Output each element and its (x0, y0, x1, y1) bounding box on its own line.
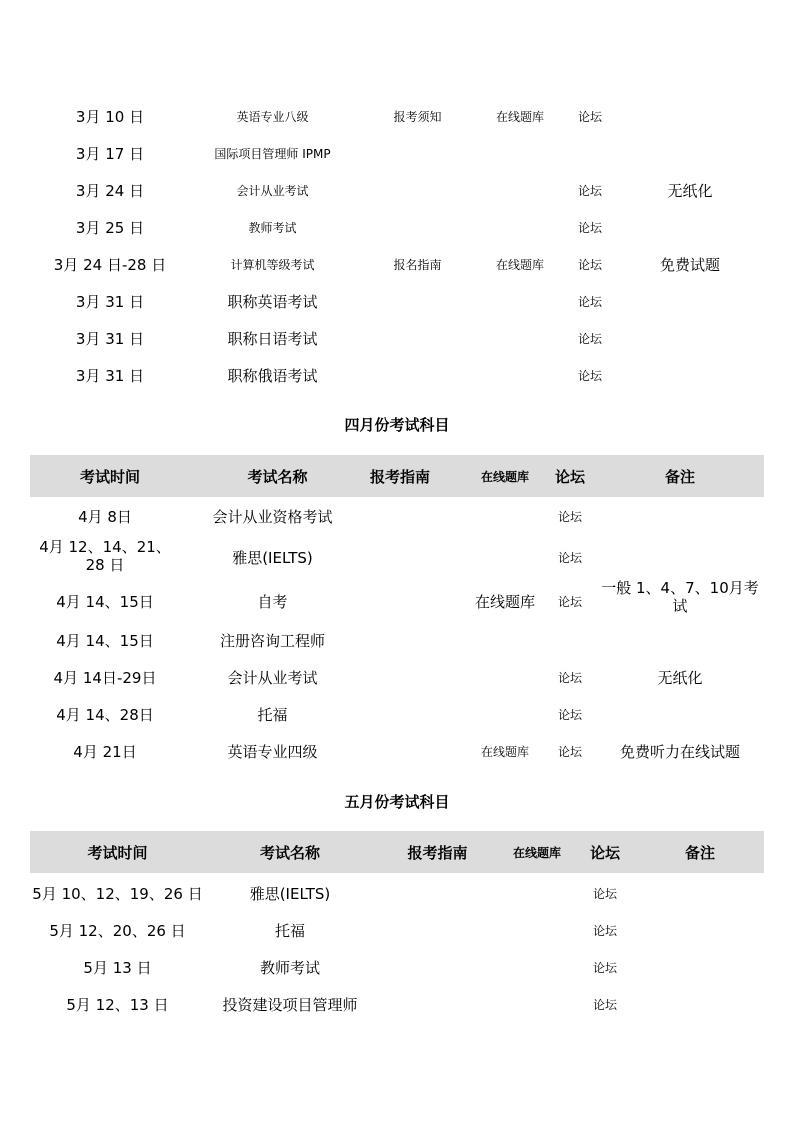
exam-name[interactable]: 注册咨询工程师 (219, 632, 325, 650)
exam-date: 4月 14、15日 (56, 593, 154, 611)
header-note: 备注 (684, 844, 715, 862)
exam-name[interactable]: 国际项目管理师 IPMP (214, 147, 331, 161)
exam-date: 3月 24 日-28 日 (53, 256, 167, 274)
remark: 无纸化 (657, 669, 703, 687)
remark: 无纸化 (667, 182, 713, 200)
exam-name[interactable]: 职称俄语考试 (227, 367, 318, 385)
forum-link[interactable]: 论坛 (557, 671, 582, 685)
forum-link[interactable]: 论坛 (577, 295, 602, 309)
question-bank-link[interactable]: 在线题库 (480, 745, 529, 759)
exam-date: 5月 12、13 日 (66, 996, 169, 1014)
forum-link[interactable]: 论坛 (592, 961, 617, 975)
exam-name[interactable]: 会计从业考试 (236, 184, 309, 198)
question-bank-link[interactable]: 在线题库 (495, 258, 544, 272)
header-note: 备注 (664, 468, 695, 486)
header-date: 考试时间 (87, 844, 148, 862)
forum-link[interactable]: 论坛 (557, 510, 582, 524)
exam-date: 5月 13 日 (83, 959, 152, 977)
header-date: 考试时间 (79, 468, 140, 486)
exam-date: 3月 17 日 (75, 145, 145, 163)
exam-date: 4月 8日 (78, 508, 132, 526)
exam-name[interactable]: 英语专业八级 (236, 110, 309, 124)
exam-date: 4月 14、15日 (56, 632, 154, 650)
exam-name[interactable]: 托福 (257, 706, 288, 724)
forum-link[interactable]: 论坛 (577, 258, 602, 272)
exam-date: 3月 31 日 (75, 293, 145, 311)
forum-link[interactable]: 论坛 (557, 551, 582, 565)
may-section-title: 五月份考试科目 (344, 793, 450, 811)
exam-date: 3月 31 日 (75, 367, 145, 385)
exam-name[interactable]: 投资建设项目管理师 (222, 996, 358, 1014)
forum-link[interactable]: 论坛 (592, 887, 617, 901)
forum-link[interactable]: 论坛 (577, 184, 602, 198)
guide-link[interactable]: 报考须知 (393, 110, 442, 124)
exam-name[interactable]: 雅思(IELTS) (249, 885, 331, 903)
question-bank-link[interactable]: 在线题库 (495, 110, 544, 124)
forum-link[interactable]: 论坛 (577, 110, 602, 124)
exam-name[interactable]: 自考 (257, 593, 288, 611)
exam-name[interactable]: 计算机等级考试 (230, 258, 315, 272)
exam-date: 4月 12、14、21、28 日 (39, 538, 171, 574)
exam-date: 3月 25 日 (75, 219, 145, 237)
table-header (30, 455, 764, 497)
exam-date: 3月 31 日 (75, 330, 145, 348)
exam-date: 5月 12、20、26 日 (49, 922, 186, 940)
header-forum: 论坛 (589, 844, 620, 862)
header-forum: 论坛 (554, 468, 585, 486)
exam-date: 3月 24 日 (75, 182, 145, 200)
header-guide: 报考指南 (407, 844, 468, 862)
exam-name[interactable]: 雅思(IELTS) (232, 549, 313, 567)
free-questions-link[interactable]: 免费试题 (659, 256, 720, 274)
exam-date: 4月 21日 (73, 743, 137, 761)
forum-link[interactable]: 论坛 (577, 369, 602, 383)
forum-link[interactable]: 论坛 (577, 332, 602, 346)
forum-link[interactable]: 论坛 (577, 221, 602, 235)
exam-name[interactable]: 会计从业资格考试 (212, 508, 333, 526)
exam-name[interactable]: 教师考试 (248, 221, 297, 235)
exam-name[interactable]: 职称英语考试 (227, 293, 318, 311)
exam-date: 3月 10 日 (75, 108, 145, 126)
exam-date: 4月 14、28日 (56, 706, 154, 724)
exam-name[interactable]: 职称日语考试 (227, 330, 318, 348)
guide-link[interactable]: 报名指南 (393, 258, 442, 272)
april-section-title: 四月份考试科目 (344, 416, 450, 434)
exam-name[interactable]: 英语专业四级 (227, 743, 318, 761)
header-guide: 报考指南 (369, 468, 430, 486)
exam-name[interactable]: 托福 (274, 922, 305, 940)
header-bank: 在线题库 (512, 846, 561, 860)
exam-name[interactable]: 教师考试 (259, 959, 320, 977)
header-name: 考试名称 (247, 468, 308, 486)
exam-date: 5月 10、12、19、26 日 (32, 885, 203, 903)
free-listening-link[interactable]: 免费听力在线试题 (619, 743, 740, 761)
question-bank-link[interactable]: 在线题库 (474, 593, 535, 611)
header-name: 考试名称 (259, 844, 320, 862)
table-header (30, 831, 764, 873)
exam-date: 4月 14日-29日 (53, 669, 157, 687)
forum-link[interactable]: 论坛 (592, 998, 617, 1012)
forum-link[interactable]: 论坛 (557, 745, 582, 759)
forum-link[interactable]: 论坛 (592, 924, 617, 938)
exam-name[interactable]: 会计从业考试 (227, 669, 318, 687)
remark: 一般 1、4、7、10月考试 (601, 579, 759, 615)
forum-link[interactable]: 论坛 (557, 708, 582, 722)
header-bank: 在线题库 (480, 470, 529, 484)
forum-link[interactable]: 论坛 (557, 595, 582, 609)
